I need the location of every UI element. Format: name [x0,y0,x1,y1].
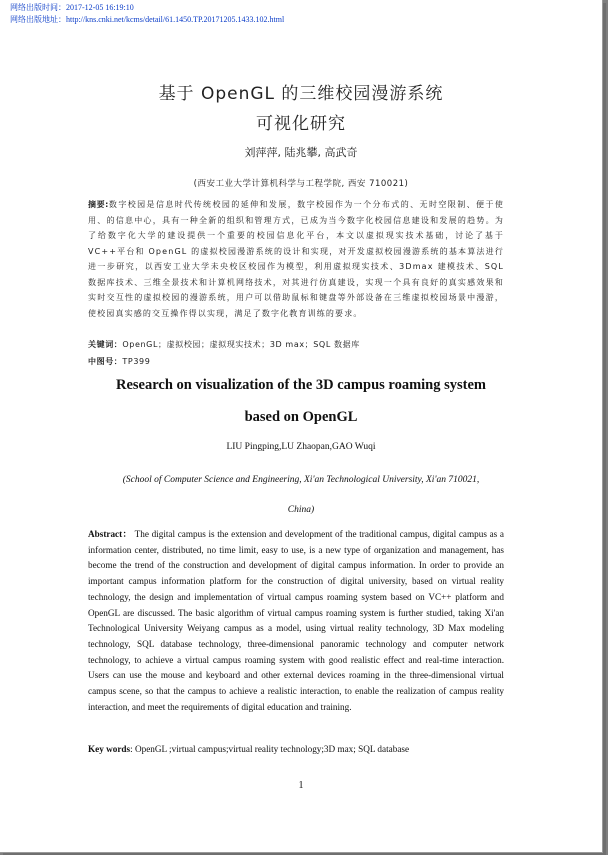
chinese-keywords [88,339,504,350]
chinese-affiliation: (西安工业大学计算机科学与工程学院, 西安 710021) [193,179,409,189]
publication-url-value: http://kns.cnki.net/kcms/detail/61.1450.TP.20171205.1433.102.html [66,15,285,24]
publication-time [10,2,284,14]
chinese-abstract [88,197,504,321]
english-authors: LIU Pingping,LU Zhaopan,GAO Wuqi [226,442,376,452]
english-abstract-text: The digital campus is the extension and development of the traditional campus, digital campus as a information center, distributed, no time limit, easy to use, is a new type of organization and management, has become the trend of the construction and development of digital campus information. In order to provide an important campus information platform for the construction of digital university, based on virtual reality technology, the design and implementation of virtual campus roaming system based on VC++ platform and OpenGL are discussed. The basic algorithm of virtual campus roaming system is further studied, taking Xi'an Technological University Weiyang campus as a model, using virtual reality technology, 3D Max modeling technology, SQL database technology, three-dimensional panoramic technology and computer network technology, to achieve a virtual campus roaming system with good realistic effect and real-time interaction. Users can use the mouse and keyboard and other external devices roaming in the three-dimensional virtual campus scene, so that the campus to achieve a realistic interaction, to enable the realization of campus reality interaction, and meet the requirements of digital education and training. [88,529,504,712]
english-keywords-text: : OpenGL ;virtual campus;virtual reality technology;3D max; SQL database [130,744,410,754]
chinese-title-line1: 基于 OpenGL 的三维校园漫游系统 [158,84,444,104]
chinese-classification [88,356,504,367]
chinese-keywords-label: 关键词： [88,340,123,349]
publication-meta [10,2,284,26]
english-affiliation-line2: China) [287,505,315,515]
english-title-line2: based on OpenGL [244,409,358,425]
english-affiliation-line1: (School of Computer Science and Engineering, Xi'an Technological University, Xi'an 710021, [122,475,480,485]
publication-url-label: 网络出版地址： [10,15,66,24]
english-abstract [88,527,504,715]
page-number: 1 [298,780,304,791]
english-abstract-label: Abstract： [88,529,133,539]
chinese-classification-label: 中图号： [88,357,123,366]
chinese-title-line2: 可视化研究 [256,114,346,134]
chinese-classification-text: TP399 [122,357,151,366]
chinese-keywords-text: OpenGL；虚拟校园；虚拟现实技术；3D max；SQL 数据库 [122,340,360,349]
english-keywords-label: Key words [88,744,131,754]
chinese-abstract-label: 摘要: [88,200,109,209]
chinese-abstract-text: 数字校园是信息时代传统校园的延伸和发展，数字校园作为一个分布式的、无时空限制、便于使用、的信息中心，具有一种全新的组织和管理方式，已成为当今数字化校园信息建设和发展的趋势。为了给数字化大学的建设提供一个重要的校园信息化平台，本文以虚拟现实技术基础，讨论了基于 VC++平台和 OpenGL 的虚拟校园漫游系统的设计和实现，对开发虚拟校园漫游系统的基本算法进行进一步研究，以西安工业大学未央校区校园作为模型，利用虚拟现实技术、3Dmax 建模技术、SQL 数据库技术、三维全景技术和计算机网络技术，对其进行仿真建设，实现一个具有良好的真实感效果和实时交互性的虚拟校园的漫游系统，用户可以借助鼠标和键盘等外部设备在三维虚拟校园场景中漫游，使校园真实感的交互操作得以实现，满足了数字化教育训练的要求。 [88,200,505,318]
english-keywords [88,744,504,754]
publication-url [10,14,284,26]
chinese-authors: 刘萍萍, 陆兆攀, 高武奇 [244,146,358,159]
publication-time-value: 2017-12-05 16:19:10 [66,3,134,12]
english-title-line1: Research on visualization of the 3D campus roaming system [115,377,486,393]
publication-time-label: 网络出版时间： [10,3,66,12]
